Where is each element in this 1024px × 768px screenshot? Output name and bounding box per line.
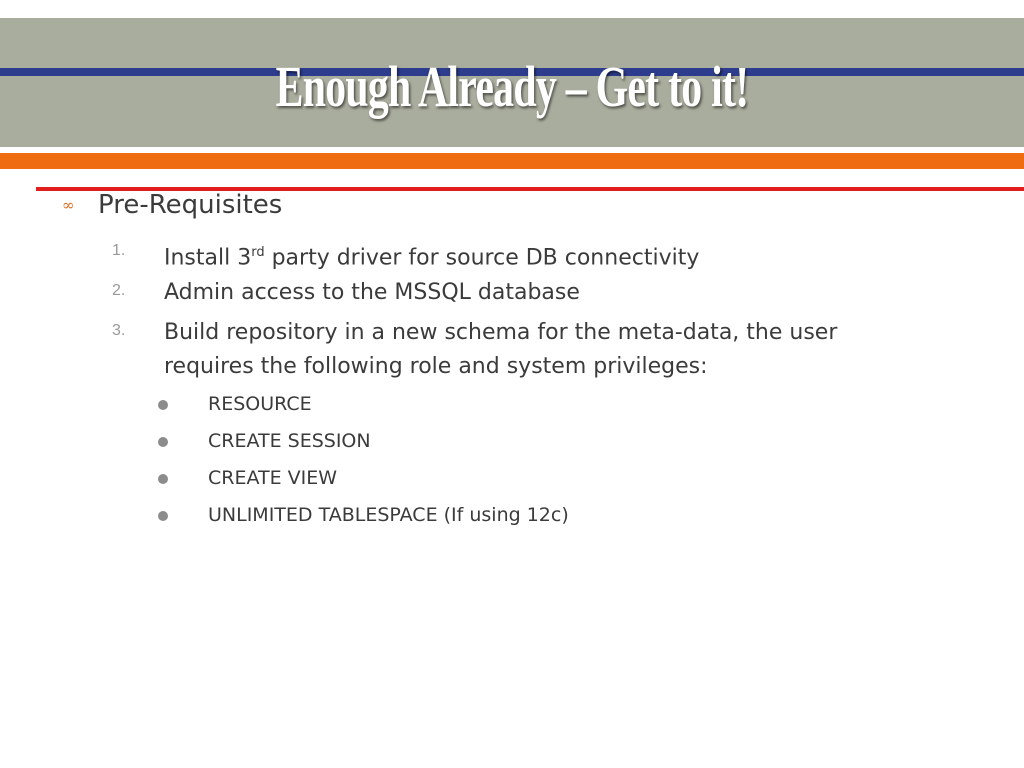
orange-band [0,153,1024,169]
list-item [112,276,912,310]
item-text-part: Install 3 [164,245,252,271]
sub-item-text: UNLIMITED TABLESPACE (If using 12c) [208,504,569,526]
list-item [112,236,912,275]
sub-item-text: CREATE VIEW [208,467,338,489]
item-text-part: party driver for source DB connectivity [264,245,700,271]
bullet-dot-icon [158,474,168,484]
sub-list-item [158,393,312,415]
list-item [112,316,912,384]
sub-item-text: RESOURCE [208,393,312,415]
bullet-dot-icon [158,400,168,410]
item-number: 2. [112,282,126,299]
item-text: Admin access to the MSSQL database [164,280,580,305]
item-number: 1. [112,242,126,259]
sub-list-item [158,504,569,526]
item-number: 3. [112,322,126,339]
sub-list-item [158,467,337,489]
curly-bullet-icon: ∞ [62,196,75,214]
item-text [164,236,904,275]
item-text: Build repository in a new schema for the meta-data, the user requires the following role and system privileges: [164,320,838,379]
section-label: Pre-Requisites [98,190,283,220]
sub-list-item [158,430,371,452]
superscript: rd [251,245,265,260]
bullet-dot-icon [158,511,168,521]
slide-title: Enough Already – Get to it! [275,54,749,119]
bullet-dot-icon [158,437,168,447]
sub-item-text: CREATE SESSION [208,430,371,452]
section-heading [62,190,282,220]
